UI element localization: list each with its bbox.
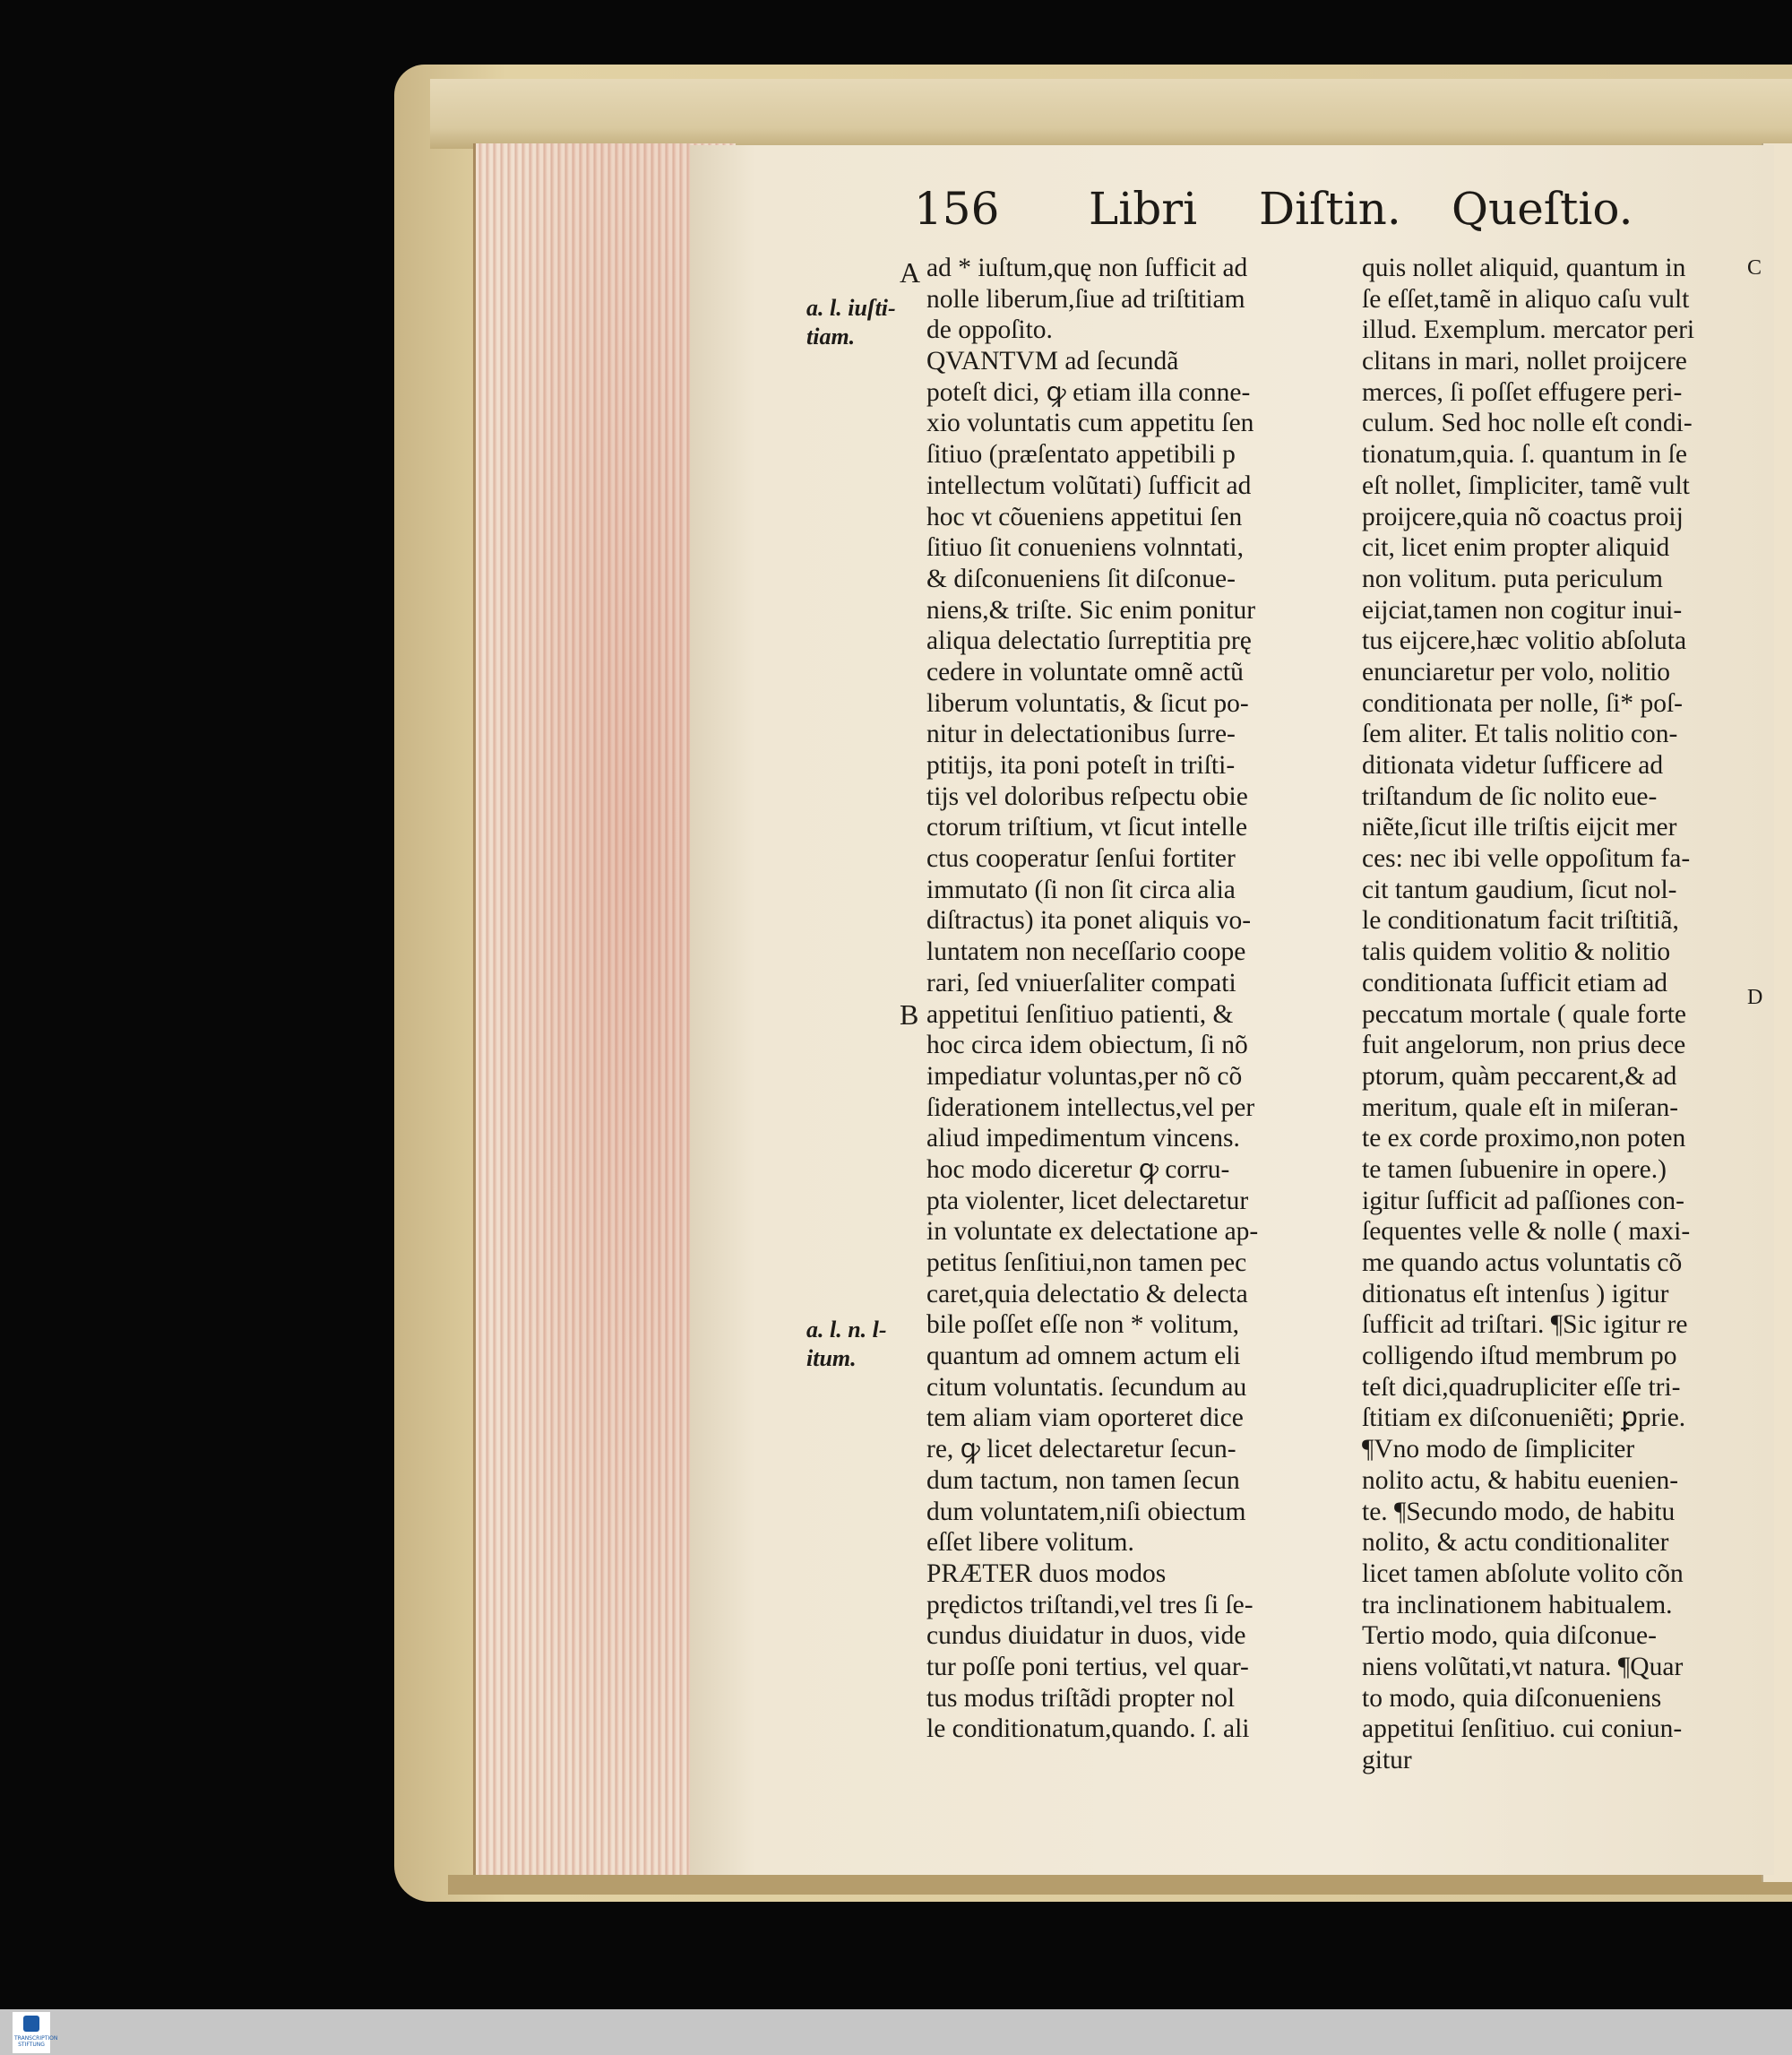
margin-note-volitum: [806, 1316, 887, 1373]
right-column-line: appetitui ſenſitiuo. cui coniun-: [1362, 1714, 1683, 1744]
right-column-line: me quando actus voluntatis cõ: [1362, 1248, 1683, 1277]
right-column-line: meritum, quale eſt in miſeran-: [1362, 1092, 1679, 1122]
left-column-line: niens,& triſte. Sic enim ponitur: [926, 595, 1256, 625]
right-column-line: ſe eſſet,tamẽ in aliquo caſu vult: [1362, 284, 1690, 314]
right-column-line: ſtitiam ex diſconueniẽti; ꝑprie.: [1362, 1403, 1686, 1433]
right-column-line: cit tantum gaudium, ſicut nol-: [1362, 875, 1677, 904]
left-column-line: tijs vel doloribus reſpectu obie: [926, 781, 1248, 811]
left-column-line: nolle liberum,ſiue ad triſtitiam: [926, 284, 1245, 314]
header-word-libri: Libri: [1089, 183, 1198, 235]
left-column-line: tem aliam viam oporteret dice: [926, 1403, 1244, 1433]
left-text-column: [926, 253, 1330, 1745]
header-word-questio: Queſtio.: [1452, 183, 1633, 235]
right-column-line: quis nollet aliquid, quantum in: [1362, 254, 1686, 282]
left-column-line: re, ꝙ licet delectaretur ſecun-: [926, 1435, 1236, 1464]
right-column-line: gitur: [1362, 1746, 1412, 1774]
right-column-line: enunciaretur per volo, nolitio: [1362, 657, 1671, 686]
section-letter-b: B: [900, 998, 919, 1031]
left-column-line: caret,quia delectatio & delecta: [926, 1279, 1248, 1308]
left-column-line: citum voluntatis. ſecundum au: [926, 1372, 1247, 1402]
left-column-line: luntatem non neceſſario coope: [926, 937, 1246, 967]
right-column-line: tionatum,quia. ſ. quantum in ſe: [1362, 440, 1687, 470]
left-column-line: impediatur voluntas,per nõ cõ: [926, 1061, 1243, 1091]
left-column-line: & diſconueniens ſit diſconue-: [926, 564, 1236, 593]
right-column-line: non volitum. puta periculum: [1362, 564, 1663, 593]
logo-text: TRANSCRIPTION STIFTUNG: [14, 2035, 58, 2048]
left-column-line: pta violenter, licet delectaretur: [926, 1186, 1249, 1215]
section-letter-c: C: [1747, 256, 1762, 280]
left-column-line: poteſt dici, ꝙ etiam illa conne-: [926, 377, 1251, 407]
left-column-line: bile poſſet eſſe non * volitum,: [926, 1310, 1240, 1340]
right-column-line: eſt nollet, ſimpliciter, tamẽ vult: [1362, 471, 1690, 500]
right-column-line: triſtandum de ſic nolito eue-: [1362, 781, 1658, 811]
right-column-line: clitans in mari, nollet proijcere: [1362, 347, 1687, 376]
margin-note-line: a. l. iuſti-: [806, 295, 896, 321]
left-column-line: eſſet libere volitum.: [926, 1528, 1134, 1558]
left-column-line: PRÆTER duos modos: [926, 1559, 1167, 1588]
left-column-line: hoc vt cõueniens appetitui ſen: [926, 502, 1243, 531]
bottom-cover-edge: [448, 1875, 1792, 1895]
right-column-line: te tamen ſubuenire in opere.): [1362, 1154, 1667, 1184]
left-column-line: prędictos triſtandi,vel tres ſi ſe-: [926, 1590, 1254, 1619]
margin-note-iustitiam: [806, 294, 896, 351]
margin-note-line: a. l. n. l-: [806, 1317, 887, 1343]
right-column-line: ſequentes velle & nolle ( maxi-: [1362, 1217, 1691, 1247]
right-column-line: eijciat,tamen non cogitur inui-: [1362, 595, 1683, 625]
left-column-line: intellectum volũtati) ſufficit ad: [926, 471, 1252, 500]
left-column-line: xio voluntatis cum appetitu ſen: [926, 409, 1254, 438]
left-column-line: dum tactum, non tamen ſecun: [926, 1465, 1240, 1495]
right-column-line: conditionata ſufficit etiam ad: [1362, 968, 1668, 997]
right-column-line: ces: nec ibi velle oppoſitum fa-: [1362, 844, 1691, 874]
right-column-line: ditionatus eſt intenſus ) igitur: [1362, 1279, 1669, 1308]
left-column-line: aliud impedimentum vincens.: [926, 1124, 1240, 1153]
right-column-line: te. ¶Secundo modo, de habitu: [1362, 1497, 1676, 1526]
left-column-line: diſtractus) ita ponet aliquis vo-: [926, 906, 1252, 936]
running-header: [914, 183, 1658, 240]
margin-note-line: tiam.: [806, 324, 856, 350]
left-column-line: hoc modo diceretur ꝙ corru-: [926, 1154, 1230, 1184]
library-logo: [13, 2012, 58, 2053]
left-column-line: ad * iuſtum,quę non ſufficit ad: [926, 254, 1248, 282]
page-number: 156: [914, 183, 1000, 235]
right-column-line: tra inclinationem habitualem.: [1362, 1590, 1673, 1619]
left-column-line: ſitiuo ſit conueniens volnntati,: [926, 533, 1244, 563]
right-column-line: ſem aliter. Et talis nolitio con-: [1362, 720, 1678, 749]
right-column-line: le conditionatum facit triſtitiã,: [1362, 906, 1679, 936]
right-column-line: talis quidem volitio & nolitio: [1362, 937, 1671, 967]
right-column-line: illud. Exemplum. mercator peri: [1362, 315, 1695, 345]
right-column-line: niens volũtati,vt natura. ¶Quar: [1362, 1652, 1684, 1681]
header-word-distin: Diſtin.: [1259, 183, 1401, 235]
right-column-line: colligendo iſtud membrum po: [1362, 1342, 1677, 1371]
right-column-line: licet tamen abſolute volito cõn: [1362, 1559, 1684, 1588]
right-column-line: fuit angelorum, non prius dece: [1362, 1031, 1686, 1060]
margin-note-line: itum.: [806, 1345, 857, 1371]
left-column-line: ſitiuo (præſentato appetibili p: [926, 440, 1236, 470]
right-column-line: teſt dici,quadrupliciter eſſe tri-: [1362, 1372, 1681, 1402]
right-column-line: ptorum, quàm peccarent,& ad: [1362, 1061, 1677, 1091]
left-column-line: hoc circa idem obiectum, ſi nõ: [926, 1031, 1248, 1060]
left-column-line: tus modus triſtãdi propter nol: [926, 1683, 1236, 1713]
left-column-line: ctorum triſtium, vt ſicut intelle: [926, 813, 1248, 842]
right-column-line: proijcere,quia nõ coactus proij: [1362, 502, 1684, 531]
right-column-line: nolito actu, & habitu euenien-: [1362, 1465, 1679, 1495]
right-column-line: Tertio modo, quia diſconue-: [1362, 1621, 1657, 1651]
left-column-line: quantum ad omnem actum eli: [926, 1342, 1241, 1371]
viewer-footer-bar: [0, 2009, 1792, 2055]
left-column-line: ptitijs, ita poni poteſt in triſti-: [926, 751, 1236, 780]
left-column-line: tur poſſe poni tertius, vel quar-: [926, 1652, 1249, 1681]
right-text-column: [1362, 253, 1765, 1776]
left-column-line: aliqua delectatio ſurreptitia prę: [926, 626, 1252, 656]
left-column-line: in voluntate ex delectatione ap-: [926, 1217, 1259, 1247]
left-column-line: le conditionatum,quando. ſ. ali: [926, 1714, 1250, 1744]
right-column-line: niẽte,ſicut ille triſtis eijcit mer: [1362, 813, 1677, 842]
right-column-line: to modo, quia diſconueniens: [1362, 1683, 1662, 1713]
left-column-line: liberum voluntatis, & ſicut po-: [926, 688, 1249, 718]
left-column-line: petitus ſenſitiui,non tamen pec: [926, 1248, 1247, 1277]
left-column-line: cedere in voluntate omnẽ actũ: [926, 657, 1244, 686]
left-column-line: appetitui ſenſitiuo patienti, &: [926, 999, 1234, 1029]
right-column-line: merces, ſi poſſet effugere peri-: [1362, 377, 1683, 407]
logo-mark-icon: [23, 2016, 39, 2032]
right-column-line: ditionata videtur ſufficere ad: [1362, 751, 1664, 780]
left-column-line: dum voluntatem,niſi obiectum: [926, 1497, 1246, 1526]
right-column-line: cit, licet enim propter aliquid: [1362, 533, 1670, 563]
right-column-line: nolito, & actu conditionaliter: [1362, 1528, 1669, 1558]
right-column-line: ¶Vno modo de ſimpliciter: [1362, 1435, 1635, 1464]
section-letter-a: A: [900, 256, 921, 289]
right-column-line: peccatum mortale ( quale forte: [1362, 999, 1687, 1029]
top-cover-edge: [430, 79, 1792, 149]
section-letter-d: D: [1747, 986, 1763, 1009]
left-column-line: cundus diuidatur in duos, vide: [926, 1621, 1246, 1651]
right-column-line: tus eijcere,hæc volitio abſoluta: [1362, 626, 1687, 656]
left-column-line: nitur in delectationibus ſurre-: [926, 720, 1236, 749]
left-column-line: rari, ſed vniuerſaliter compati: [926, 968, 1236, 997]
left-column-line: ſiderationem intellectus,vel per: [926, 1092, 1255, 1122]
right-column-line: te ex corde proximo,non poten: [1362, 1124, 1686, 1153]
left-column-line: ctus cooperatur ſenſui fortiter: [926, 844, 1236, 874]
right-column-line: ſufficit ad triſtari. ¶Sic igitur re: [1362, 1310, 1688, 1340]
right-column-line: igitur ſufficit ad paſſiones con-: [1362, 1186, 1684, 1215]
right-column-line: culum. Sed hoc nolle eſt condi-: [1362, 409, 1693, 438]
left-column-line: de oppoſito.: [926, 315, 1053, 345]
right-column-line: conditionata per nolle, ſi* poſ-: [1362, 688, 1684, 718]
left-column-line: immutato (ſi non ſit circa alia: [926, 875, 1236, 904]
left-column-line: QVANTVM ad ſecundã: [926, 347, 1179, 376]
